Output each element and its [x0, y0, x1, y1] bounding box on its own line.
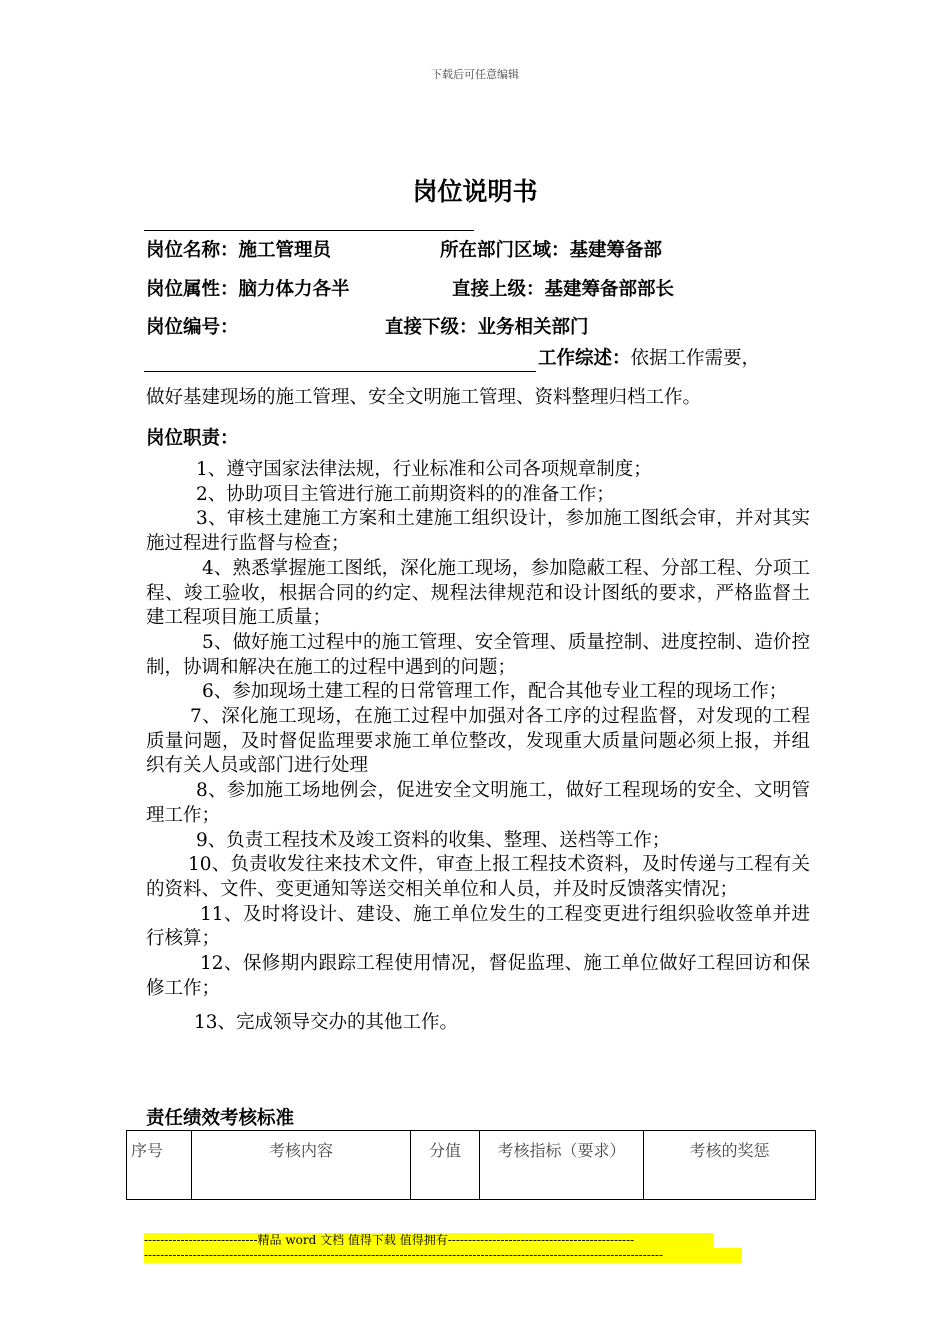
- kpi-header-row: [127, 1131, 816, 1200]
- duties-list: [146, 458, 810, 1036]
- work-summary-text2: 做好基建现场的施工管理、安全文明施工管理、资料整理归档工作。: [146, 387, 702, 408]
- duty-item: 4、熟悉掌握施工图纸，深化施工现场，参加隐蔽工程、分部工程、分项工程、竣工验收，根据合同的约定、规程法律规范和设计图纸的要求，严格监督土建工程项目施工质量；: [146, 557, 810, 629]
- footer-line-1: ----------------------------精品 word 文档 值得下载 值得拥有----------------------------------------------: [144, 1233, 714, 1248]
- summary-underline: [144, 371, 536, 372]
- duty-item: 10、负责收发往来技术文件，审查上报工程技术资料，及时传递与工程有关的资料、文件、变更通知等送交相关单位和人员，并及时反馈落实情况；: [146, 854, 810, 900]
- title-underline: [144, 230, 474, 231]
- position-code: 岗位编号：: [146, 317, 239, 338]
- duty-item: 3、审核土建施工方案和土建施工组织设计，参加施工图纸会审，并对其实施过程进行监督与检查；: [146, 508, 810, 555]
- kpi-col-score: 分值: [411, 1131, 480, 1200]
- duty-item: 8、参加施工场地例会，促进安全文明施工，做好工程现场的安全、文明管理工作；: [146, 780, 810, 826]
- kpi-col-content: 考核内容: [192, 1131, 411, 1200]
- header-note: 下载后可任意编辑: [431, 68, 519, 81]
- footer-line-2: --------------------------------------------------------------------------------------------------------------------------------: [144, 1248, 742, 1263]
- position-name: 岗位名称：施工管理员: [146, 240, 332, 261]
- kpi-col-reward: 考核的奖惩: [644, 1131, 816, 1200]
- kpi-heading: 责任绩效考核标准: [146, 1108, 295, 1129]
- duty-item: 11、及时将设计、建设、施工单位发生的工程变更进行组织验收签单并进行核算；: [146, 903, 810, 950]
- duty-item: 2、协助项目主管进行施工前期资料的的准备工作；: [196, 483, 615, 505]
- duty-item: 1、遵守国家法律法规，行业标准和公司各项规章制度；: [196, 459, 652, 480]
- duty-item: 13、完成领导交办的其他工作。: [194, 1012, 459, 1034]
- duty-item: 5、做好施工过程中的施工管理、安全管理、质量控制、进度控制、造价控制，协调和解决在施工的过程中遇到的问题；: [146, 631, 810, 678]
- direct-subordinate: 直接下级：业务相关部门: [385, 317, 589, 338]
- position-attribute: 岗位属性：脑力体力各半: [146, 279, 350, 300]
- work-summary-label: 工作综述：: [538, 348, 631, 369]
- duties-heading: 岗位职责：: [146, 428, 239, 449]
- direct-superior: 直接上级：基建筹备部部长: [452, 279, 675, 300]
- duty-item: 6、参加现场土建工程的日常管理工作，配合其他专业工程的现场工作；: [202, 681, 788, 703]
- kpi-col-index: 序号: [127, 1131, 192, 1200]
- duty-item: 9、负责工程技术及竣工资料的收集、整理、送档等工作；: [196, 829, 671, 851]
- department: 所在部门区域：基建筹备部: [440, 240, 663, 261]
- kpi-col-indicator: 考核指标（要求）: [480, 1131, 644, 1200]
- work-summary-text1: 依据工作需要，: [630, 348, 761, 369]
- document-title: 岗位说明书: [412, 177, 538, 206]
- kpi-table: [126, 1130, 816, 1200]
- duty-item: 7、深化施工现场，在施工过程中加强对各工序的过程监督，对发现的工程质量问题，及时督促监理要求施工单位整改，发现重大质量问题必须上报，并组织有关人员或部门进行处理: [146, 706, 810, 777]
- work-summary-line1: [538, 347, 760, 371]
- duty-item: 12、保修期内跟踪工程使用情况，督促监理、施工单位做好工程回访和保修工作；: [146, 953, 810, 999]
